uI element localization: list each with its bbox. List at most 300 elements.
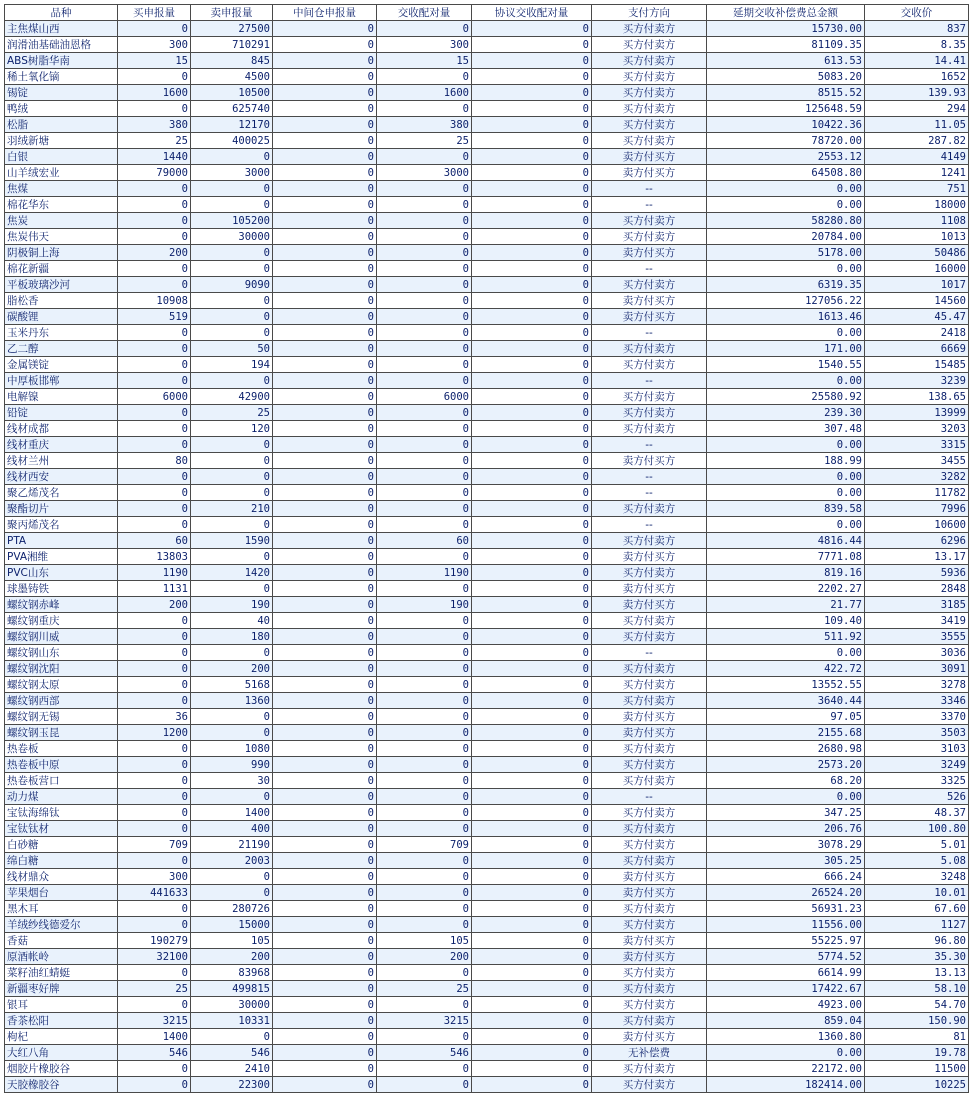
cell-sell-declared: 0 [191,789,273,805]
cell-delivery-price: 1013 [865,229,969,245]
cell-compensation-total: 58280.80 [707,213,865,229]
cell-payment-direction: -- [592,373,707,389]
cell-payment-direction: 卖方付买方 [592,165,707,181]
cell-matched: 0 [377,1029,472,1045]
cell-buy-declared: 0 [118,821,191,837]
cell-intermediate-declared: 0 [273,469,377,485]
cell-agreement-matched: 0 [472,149,592,165]
cell-compensation-total: 5178.00 [707,245,865,261]
cell-intermediate-declared: 0 [273,181,377,197]
cell-intermediate-declared: 0 [273,581,377,597]
cell-compensation-total: 511.92 [707,629,865,645]
cell-matched: 0 [377,805,472,821]
cell-compensation-total: 22172.00 [707,1061,865,1077]
cell-sell-declared: 0 [191,149,273,165]
table-row [5,933,969,949]
cell-sell-declared: 1590 [191,533,273,549]
cell-intermediate-declared: 0 [273,837,377,853]
table-row [5,69,969,85]
table-row [5,357,969,373]
header-delivery-price: 交收价 [865,5,969,21]
cell-intermediate-declared: 0 [273,133,377,149]
cell-variety: 原酒帐岭 [5,949,118,965]
cell-compensation-total: 7771.08 [707,549,865,565]
cell-variety: 螺纹钢山东 [5,645,118,661]
cell-agreement-matched: 0 [472,453,592,469]
cell-compensation-total: 0.00 [707,517,865,533]
cell-sell-declared: 400025 [191,133,273,149]
cell-payment-direction: 买方付卖方 [592,501,707,517]
cell-delivery-price: 287.82 [865,133,969,149]
table-row [5,997,969,1013]
cell-matched: 0 [377,181,472,197]
cell-sell-declared: 990 [191,757,273,773]
cell-compensation-total: 78720.00 [707,133,865,149]
cell-delivery-price: 3419 [865,613,969,629]
cell-compensation-total: 8515.52 [707,85,865,101]
cell-agreement-matched: 0 [472,309,592,325]
cell-agreement-matched: 0 [472,165,592,181]
table-row [5,53,969,69]
cell-payment-direction: 卖方付买方 [592,245,707,261]
cell-payment-direction: 买方付卖方 [592,1061,707,1077]
cell-agreement-matched: 0 [472,821,592,837]
cell-sell-declared: 0 [191,325,273,341]
cell-intermediate-declared: 0 [273,725,377,741]
cell-variety: 电解镍 [5,389,118,405]
cell-intermediate-declared: 0 [273,213,377,229]
cell-sell-declared: 0 [191,517,273,533]
cell-variety: 润滑油基础油恩格 [5,37,118,53]
cell-intermediate-declared: 0 [273,645,377,661]
cell-matched: 0 [377,821,472,837]
cell-agreement-matched: 0 [472,869,592,885]
cell-variety: 白砂糖 [5,837,118,853]
cell-delivery-price: 3282 [865,469,969,485]
cell-sell-declared: 15000 [191,917,273,933]
cell-buy-declared: 36 [118,709,191,725]
cell-payment-direction: 买方付卖方 [592,389,707,405]
cell-matched: 0 [377,517,472,533]
cell-sell-declared: 625740 [191,101,273,117]
table-row [5,869,969,885]
cell-variety: 主焦煤山西 [5,21,118,37]
cell-variety: 金属镁锭 [5,357,118,373]
cell-matched: 0 [377,725,472,741]
table-row [5,373,969,389]
cell-variety: 宝钛钛材 [5,821,118,837]
cell-agreement-matched: 0 [472,405,592,421]
cell-payment-direction: -- [592,437,707,453]
table-row [5,277,969,293]
cell-variety: 线材重庆 [5,437,118,453]
cell-variety: 热卷板 [5,741,118,757]
cell-delivery-price: 58.10 [865,981,969,997]
cell-intermediate-declared: 0 [273,693,377,709]
table-row [5,1013,969,1029]
cell-intermediate-declared: 0 [273,69,377,85]
cell-matched: 0 [377,693,472,709]
cell-intermediate-declared: 0 [273,197,377,213]
cell-intermediate-declared: 0 [273,405,377,421]
cell-buy-declared: 300 [118,37,191,53]
cell-buy-declared: 200 [118,245,191,261]
cell-agreement-matched: 0 [472,805,592,821]
cell-variety: 羽绒新塘 [5,133,118,149]
cell-agreement-matched: 0 [472,965,592,981]
cell-agreement-matched: 0 [472,981,592,997]
cell-payment-direction: 卖方付买方 [592,709,707,725]
cell-matched: 0 [377,965,472,981]
table-row [5,853,969,869]
cell-variety: 焦炭 [5,213,118,229]
cell-agreement-matched: 0 [472,1013,592,1029]
cell-sell-declared: 0 [191,549,273,565]
cell-buy-declared: 0 [118,229,191,245]
cell-delivery-price: 138.65 [865,389,969,405]
cell-matched: 0 [377,277,472,293]
table-row [5,37,969,53]
cell-delivery-price: 3315 [865,437,969,453]
cell-intermediate-declared: 0 [273,485,377,501]
cell-agreement-matched: 0 [472,789,592,805]
cell-delivery-price: 96.80 [865,933,969,949]
cell-variety: 球墨铸铁 [5,581,118,597]
cell-buy-declared: 0 [118,325,191,341]
cell-payment-direction: 买方付卖方 [592,693,707,709]
cell-agreement-matched: 0 [472,261,592,277]
cell-compensation-total: 1613.46 [707,309,865,325]
cell-payment-direction: 买方付卖方 [592,741,707,757]
table-row [5,645,969,661]
cell-sell-declared: 9090 [191,277,273,293]
cell-delivery-price: 2848 [865,581,969,597]
table-row [5,165,969,181]
table-row [5,469,969,485]
cell-matched: 0 [377,917,472,933]
cell-buy-declared: 0 [118,965,191,981]
cell-intermediate-declared: 0 [273,293,377,309]
cell-compensation-total: 97.05 [707,709,865,725]
cell-delivery-price: 5.01 [865,837,969,853]
cell-variety: 香菇 [5,933,118,949]
cell-delivery-price: 2418 [865,325,969,341]
cell-sell-declared: 12170 [191,117,273,133]
cell-variety: 天胶橡胶谷 [5,1077,118,1093]
cell-delivery-price: 7996 [865,501,969,517]
cell-payment-direction: 卖方付买方 [592,1029,707,1045]
cell-variety: 碳酸锂 [5,309,118,325]
cell-agreement-matched: 0 [472,357,592,373]
cell-agreement-matched: 0 [472,597,592,613]
cell-compensation-total: 17422.67 [707,981,865,997]
cell-buy-declared: 190279 [118,933,191,949]
cell-compensation-total: 2202.27 [707,581,865,597]
cell-payment-direction: 买方付卖方 [592,677,707,693]
cell-buy-declared: 0 [118,757,191,773]
cell-variety: 焦煤 [5,181,118,197]
table-row [5,213,969,229]
table-row [5,149,969,165]
cell-variety: 新疆枣好牌 [5,981,118,997]
cell-delivery-price: 1017 [865,277,969,293]
cell-compensation-total: 188.99 [707,453,865,469]
cell-matched: 1190 [377,565,472,581]
cell-variety: 绵白糖 [5,853,118,869]
cell-compensation-total: 2573.20 [707,757,865,773]
cell-agreement-matched: 0 [472,213,592,229]
cell-delivery-price: 1652 [865,69,969,85]
cell-agreement-matched: 0 [472,725,592,741]
cell-intermediate-declared: 0 [273,709,377,725]
cell-variety: 烟胶片橡胶谷 [5,1061,118,1077]
cell-compensation-total: 68.20 [707,773,865,789]
table-row [5,1045,969,1061]
cell-payment-direction: 买方付卖方 [592,981,707,997]
cell-variety: 线材成都 [5,421,118,437]
cell-intermediate-declared: 0 [273,981,377,997]
cell-delivery-price: 13.17 [865,549,969,565]
cell-payment-direction: 买方付卖方 [592,69,707,85]
cell-agreement-matched: 0 [472,293,592,309]
cell-compensation-total: 26524.20 [707,885,865,901]
cell-sell-declared: 280726 [191,901,273,917]
cell-variety: 聚酯切片 [5,501,118,517]
cell-sell-declared: 190 [191,597,273,613]
cell-variety: 铅锭 [5,405,118,421]
cell-matched: 1600 [377,85,472,101]
cell-payment-direction: 买方付卖方 [592,805,707,821]
cell-buy-declared: 0 [118,901,191,917]
cell-compensation-total: 0.00 [707,645,865,661]
cell-intermediate-declared: 0 [273,773,377,789]
cell-buy-declared: 0 [118,613,191,629]
cell-buy-declared: 0 [118,197,191,213]
cell-matched: 546 [377,1045,472,1061]
cell-compensation-total: 347.25 [707,805,865,821]
cell-matched: 0 [377,661,472,677]
table-row [5,437,969,453]
cell-sell-declared: 710291 [191,37,273,53]
cell-variety: 螺纹钢西部 [5,693,118,709]
cell-sell-declared: 0 [191,709,273,725]
cell-matched: 0 [377,341,472,357]
cell-intermediate-declared: 0 [273,965,377,981]
cell-delivery-price: 19.78 [865,1045,969,1061]
cell-variety: 黑木耳 [5,901,118,917]
cell-payment-direction: -- [592,789,707,805]
cell-buy-declared: 25 [118,981,191,997]
cell-intermediate-declared: 0 [273,741,377,757]
cell-matched: 0 [377,325,472,341]
cell-variety: 螺纹钢川威 [5,629,118,645]
cell-delivery-price: 150.90 [865,1013,969,1029]
cell-matched: 0 [377,357,472,373]
cell-matched: 0 [377,853,472,869]
cell-matched: 0 [377,245,472,261]
table-row [5,725,969,741]
cell-buy-declared: 1440 [118,149,191,165]
cell-delivery-price: 45.47 [865,309,969,325]
cell-intermediate-declared: 0 [273,101,377,117]
cell-agreement-matched: 0 [472,1029,592,1045]
table-body [5,21,969,1093]
cell-sell-declared: 0 [191,1029,273,1045]
cell-intermediate-declared: 0 [273,949,377,965]
table-row [5,821,969,837]
cell-buy-declared: 0 [118,1077,191,1093]
cell-variety: 螺纹钢沈阳 [5,661,118,677]
cell-agreement-matched: 0 [472,533,592,549]
cell-payment-direction: 买方付卖方 [592,773,707,789]
cell-intermediate-declared: 0 [273,901,377,917]
cell-delivery-price: 3249 [865,757,969,773]
cell-intermediate-declared: 0 [273,565,377,581]
cell-variety: 热卷板中原 [5,757,118,773]
cell-buy-declared: 32100 [118,949,191,965]
cell-variety: 线材鼎众 [5,869,118,885]
cell-intermediate-declared: 0 [273,1029,377,1045]
cell-intermediate-declared: 0 [273,757,377,773]
cell-compensation-total: 21.77 [707,597,865,613]
cell-payment-direction: -- [592,645,707,661]
cell-agreement-matched: 0 [472,837,592,853]
cell-sell-declared: 1360 [191,693,273,709]
cell-buy-declared: 3215 [118,1013,191,1029]
cell-intermediate-declared: 0 [273,325,377,341]
cell-sell-declared: 0 [191,437,273,453]
cell-variety: PTA [5,533,118,549]
table-row [5,773,969,789]
cell-intermediate-declared: 0 [273,821,377,837]
cell-variety: 螺纹钢重庆 [5,613,118,629]
cell-agreement-matched: 0 [472,677,592,693]
table-row [5,389,969,405]
cell-intermediate-declared: 0 [273,85,377,101]
cell-matched: 0 [377,101,472,117]
table-row [5,901,969,917]
cell-delivery-price: 14.41 [865,53,969,69]
cell-sell-declared: 0 [191,261,273,277]
cell-compensation-total: 2155.68 [707,725,865,741]
cell-delivery-price: 11782 [865,485,969,501]
cell-matched: 0 [377,709,472,725]
cell-delivery-price: 3503 [865,725,969,741]
table-row [5,229,969,245]
cell-variety: 线材西安 [5,469,118,485]
cell-intermediate-declared: 0 [273,1077,377,1093]
cell-intermediate-declared: 0 [273,341,377,357]
cell-agreement-matched: 0 [472,229,592,245]
cell-agreement-matched: 0 [472,389,592,405]
cell-payment-direction: 买方付卖方 [592,101,707,117]
table-row [5,661,969,677]
cell-sell-declared: 0 [191,885,273,901]
cell-matched: 6000 [377,389,472,405]
cell-matched: 0 [377,21,472,37]
cell-intermediate-declared: 0 [273,229,377,245]
cell-agreement-matched: 0 [472,341,592,357]
cell-compensation-total: 0.00 [707,1045,865,1061]
cell-buy-declared: 15 [118,53,191,69]
cell-variety: ABS树脂华南 [5,53,118,69]
cell-matched: 0 [377,1061,472,1077]
table-row [5,565,969,581]
cell-payment-direction: 卖方付买方 [592,581,707,597]
cell-buy-declared: 0 [118,469,191,485]
cell-sell-declared: 105200 [191,213,273,229]
cell-payment-direction: 买方付卖方 [592,341,707,357]
cell-agreement-matched: 0 [472,69,592,85]
cell-sell-declared: 1080 [191,741,273,757]
cell-payment-direction: -- [592,197,707,213]
cell-intermediate-declared: 0 [273,261,377,277]
cell-delivery-price: 1127 [865,917,969,933]
cell-buy-declared: 0 [118,629,191,645]
cell-intermediate-declared: 0 [273,389,377,405]
cell-variety: 稀土氧化镝 [5,69,118,85]
cell-matched: 0 [377,1077,472,1093]
cell-compensation-total: 422.72 [707,661,865,677]
cell-sell-declared: 400 [191,821,273,837]
cell-delivery-price: 3325 [865,773,969,789]
cell-delivery-price: 3203 [865,421,969,437]
cell-intermediate-declared: 0 [273,309,377,325]
cell-sell-declared: 10331 [191,1013,273,1029]
cell-agreement-matched: 0 [472,501,592,517]
cell-delivery-price: 13.13 [865,965,969,981]
cell-buy-declared: 25 [118,133,191,149]
cell-variety: 枸杞 [5,1029,118,1045]
cell-compensation-total: 10422.36 [707,117,865,133]
cell-sell-declared: 22300 [191,1077,273,1093]
table-row [5,885,969,901]
cell-delivery-price: 294 [865,101,969,117]
cell-compensation-total: 1360.80 [707,1029,865,1045]
cell-intermediate-declared: 0 [273,613,377,629]
cell-delivery-price: 14560 [865,293,969,309]
cell-payment-direction: 卖方付买方 [592,725,707,741]
cell-compensation-total: 3640.44 [707,693,865,709]
cell-sell-declared: 2003 [191,853,273,869]
cell-matched: 0 [377,69,472,85]
cell-variety: 动力煤 [5,789,118,805]
cell-payment-direction: 买方付卖方 [592,965,707,981]
cell-buy-declared: 380 [118,117,191,133]
cell-intermediate-declared: 0 [273,165,377,181]
cell-variety: 聚乙烯茂名 [5,485,118,501]
table-row [5,101,969,117]
cell-agreement-matched: 0 [472,117,592,133]
cell-matched: 0 [377,677,472,693]
table-row [5,629,969,645]
cell-sell-declared: 200 [191,661,273,677]
cell-agreement-matched: 0 [472,101,592,117]
table-row [5,85,969,101]
cell-matched: 0 [377,869,472,885]
cell-agreement-matched: 0 [472,693,592,709]
cell-matched: 0 [377,581,472,597]
cell-buy-declared: 60 [118,533,191,549]
cell-variety: 平板玻璃沙河 [5,277,118,293]
cell-compensation-total: 6319.35 [707,277,865,293]
cell-buy-declared: 10908 [118,293,191,309]
cell-payment-direction: 买方付卖方 [592,757,707,773]
cell-buy-declared: 0 [118,677,191,693]
cell-payment-direction: -- [592,469,707,485]
cell-matched: 0 [377,757,472,773]
cell-agreement-matched: 0 [472,85,592,101]
